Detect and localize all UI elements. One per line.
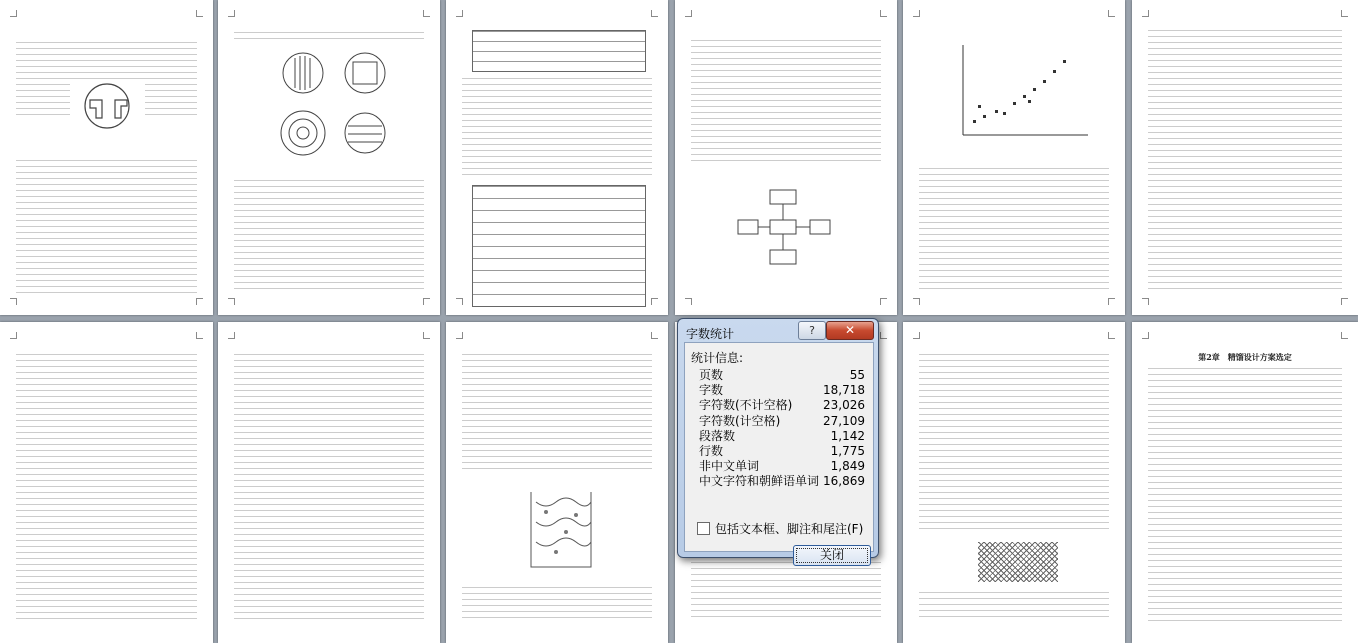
- stat-label: 页数: [699, 368, 724, 382]
- stat-row-paragraphs: [699, 429, 865, 444]
- stat-label: 行数: [699, 443, 724, 458]
- close-icon[interactable]: ✕: [826, 321, 874, 340]
- document-page-2[interactable]: [218, 0, 440, 315]
- stat-value: 23,026: [823, 398, 865, 413]
- statistics-label: 统计信息:: [691, 351, 744, 365]
- stat-value: 1,775: [830, 443, 865, 458]
- stat-value: 55: [849, 368, 865, 382]
- stat-row-chinese-korean: [699, 474, 865, 489]
- stat-label: 字符数(不计空格): [699, 398, 793, 413]
- stat-label: 字数: [699, 383, 724, 398]
- stat-value: 16,869: [823, 474, 865, 489]
- include-textboxes-checkbox[interactable]: [697, 520, 863, 537]
- close-button[interactable]: 关闭: [793, 545, 871, 566]
- checkbox-box[interactable]: [697, 522, 710, 535]
- stat-label: 字符数(计空格): [699, 413, 781, 428]
- document-page-4[interactable]: [675, 0, 897, 315]
- stat-label: 非中文单词: [699, 459, 760, 474]
- document-page-1[interactable]: [0, 0, 213, 315]
- stat-value: 18,718: [823, 383, 865, 398]
- mesh-figure: [978, 542, 1058, 582]
- checkbox-label: 包括文本框、脚注和尾注(F): [715, 522, 864, 536]
- chapter-heading: 第2章 精馏设计方案选定: [1132, 352, 1358, 363]
- stat-value: 27,109: [823, 413, 865, 428]
- packing-figure: [526, 487, 596, 577]
- stat-row-words: [699, 383, 865, 398]
- stat-value: 1,142: [830, 428, 865, 443]
- stat-value: 1,849: [830, 459, 865, 474]
- stat-row-non-chinese-words: [699, 459, 865, 474]
- document-page-5[interactable]: [903, 0, 1125, 315]
- stat-row-lines: [699, 444, 865, 459]
- document-page-3[interactable]: [446, 0, 668, 315]
- help-button[interactable]: ?: [798, 321, 826, 340]
- stat-row-pages: [699, 368, 865, 383]
- scatter-figure: [943, 40, 1093, 155]
- stat-label: 段落数: [699, 428, 736, 443]
- stat-row-chars-with-spaces: [699, 414, 865, 429]
- table-block: [472, 30, 646, 72]
- document-page-9[interactable]: [446, 322, 668, 643]
- process-flow-diagram: [730, 180, 840, 275]
- table-block-2: [472, 185, 646, 307]
- document-page-7[interactable]: [0, 322, 213, 643]
- document-page-11[interactable]: [903, 322, 1125, 643]
- document-page-6[interactable]: [1132, 0, 1358, 315]
- figure-tray-diagrams: [273, 48, 393, 163]
- stat-label: 中文字符和朝鲜语单词: [699, 474, 820, 489]
- stat-row-chars-no-spaces: [699, 398, 865, 413]
- document-page-12[interactable]: [1132, 322, 1358, 643]
- figure-diagram: [70, 80, 145, 135]
- document-page-8[interactable]: [218, 322, 440, 643]
- statistics-list: [699, 368, 865, 490]
- dialog-body: [684, 342, 874, 562]
- dialog-title: 字数统计: [686, 327, 735, 341]
- word-count-dialog: [677, 318, 879, 562]
